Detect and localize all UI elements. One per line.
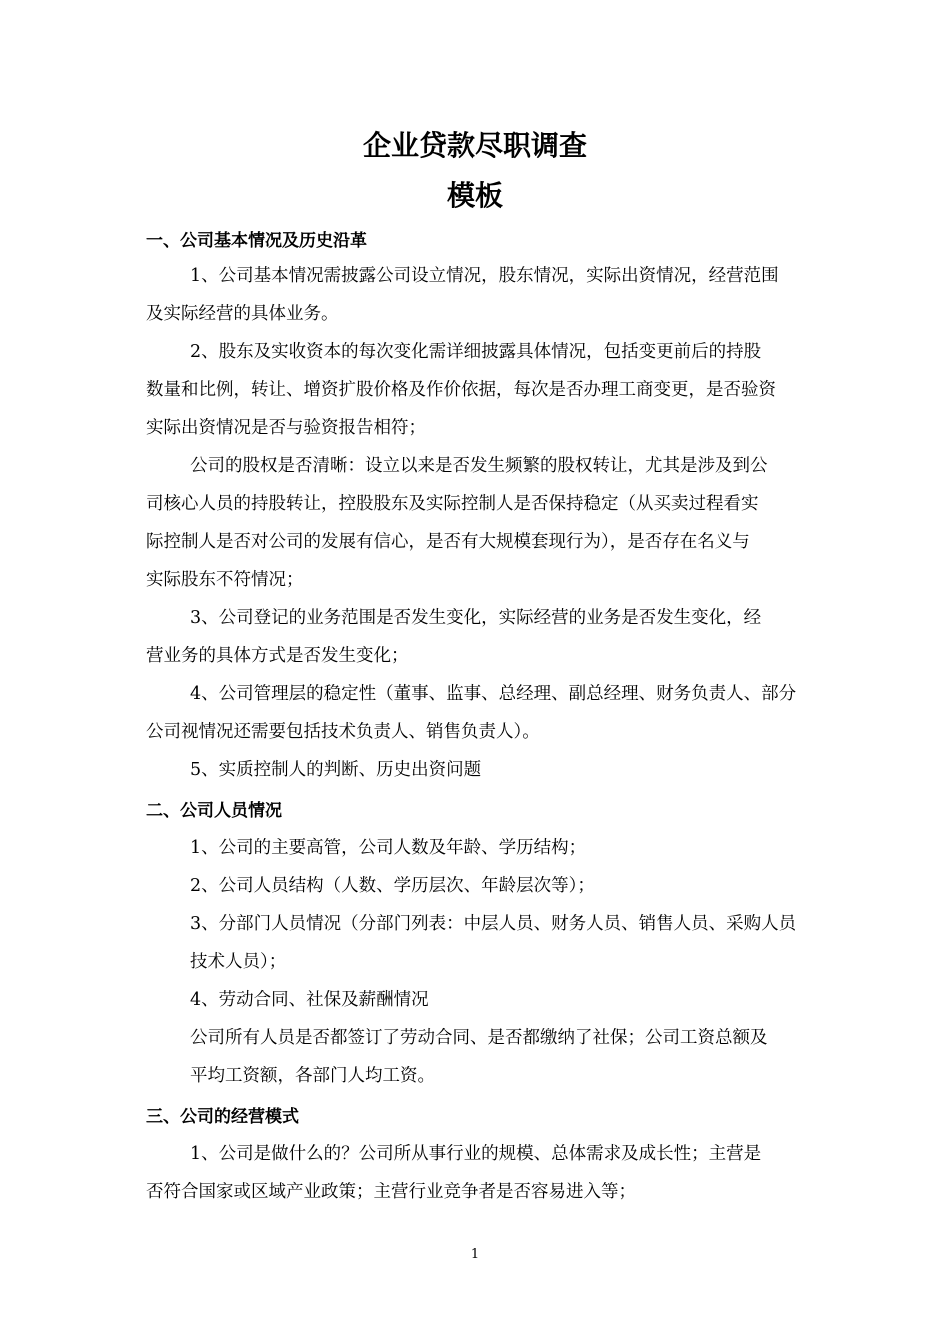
- paragraph-line: 2、股东及实收资本的每次变化需详细披露具体情况，包括变更前后的持股: [190, 342, 762, 362]
- paragraph-line: 及实际经营的具体业务。: [146, 304, 339, 324]
- document-title: 企业贷款尽职调查: [362, 129, 587, 162]
- paragraph-line: 公司的股权是否清晰：设立以来是否发生频繁的股权转让，尤其是涉及到公: [190, 456, 768, 476]
- paragraph-line: 3、公司登记的业务范围是否发生变化，实际经营的业务是否发生变化，经: [190, 608, 762, 628]
- paragraph-line: 2、公司人员结构（人数、学历层次、年龄层次等）；: [190, 876, 595, 896]
- paragraph-line: 1、公司的主要高管，公司人数及年龄、学历结构；: [190, 838, 587, 858]
- paragraph-line: 4、公司管理层的稳定性（董事、监事、总经理、副总经理、财务负责人、部分: [190, 684, 797, 704]
- paragraph-line: 3、分部门人员情况（分部门列表：中层人员、财务人员、销售人员、采购人员: [190, 914, 797, 934]
- paragraph-line: 营业务的具体方式是否发生变化；: [146, 646, 409, 666]
- paragraph-line: 公司所有人员是否都签订了劳动合同、是否都缴纳了社保；公司工资总额及: [190, 1028, 768, 1048]
- section-heading-2: 二、公司人员情况: [146, 801, 282, 821]
- paragraph-line: 1、公司基本情况需披露公司设立情况，股东情况，实际出资情况，经营范围: [190, 266, 779, 286]
- paragraph-line: 否符合国家或区域产业政策；主营行业竞争者是否容易进入等；: [146, 1182, 636, 1202]
- paragraph-line: 际控制人是否对公司的发展有信心，是否有大规模套现行为），是否存在名义与: [146, 532, 750, 552]
- paragraph-line: 数量和比例，转让、增资扩股价格及作价依据，每次是否办理工商变更，是否验资: [146, 380, 776, 400]
- paragraph-line: 实际股东不符情况；: [146, 570, 304, 590]
- page-number: 1: [470, 1247, 480, 1262]
- paragraph-line: 公司视情况还需要包括技术负责人、销售负责人）。: [146, 722, 540, 742]
- section-heading-3: 三、公司的经营模式: [146, 1107, 299, 1127]
- document-subtitle: 模板: [446, 179, 503, 212]
- paragraph-line: 技术人员）；: [190, 952, 287, 972]
- paragraph-line: 4、劳动合同、社保及薪酬情况: [190, 990, 429, 1010]
- paragraph-line: 1、公司是做什么的？公司所从事行业的规模、总体需求及成长性；主营是: [190, 1144, 762, 1164]
- paragraph-line: 司核心人员的持股转让，控股股东及实际控制人是否保持稳定（从买卖过程看实: [146, 494, 759, 514]
- paragraph-line: 实际出资情况是否与验资报告相符；: [146, 418, 426, 438]
- section-heading-1: 一、公司基本情况及历史沿革: [146, 231, 367, 251]
- paragraph-line: 平均工资额，各部门人均工资。: [190, 1066, 435, 1086]
- paragraph-line: 5、实质控制人的判断、历史出资问题: [190, 760, 482, 780]
